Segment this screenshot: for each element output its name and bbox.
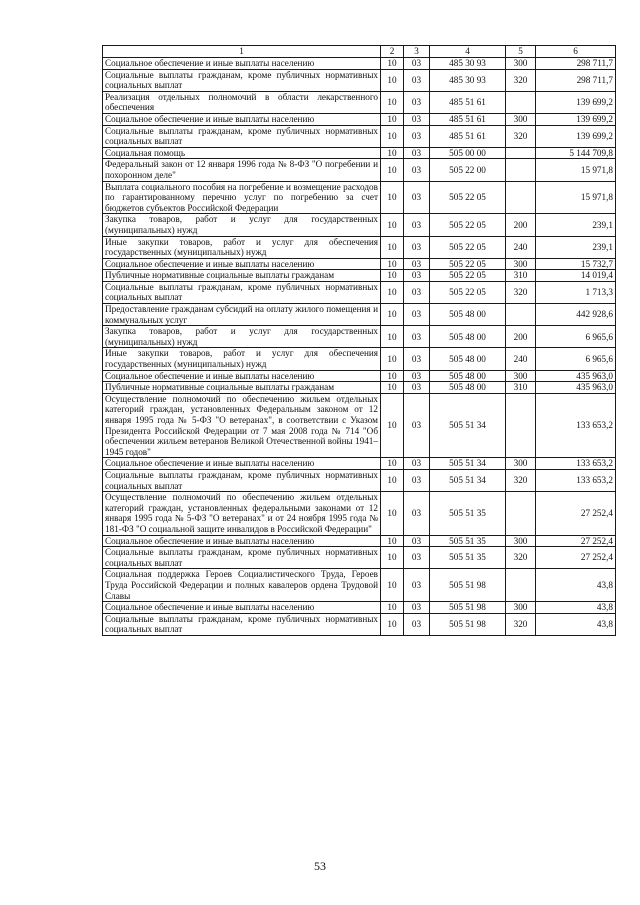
- row-amount: 43,8: [536, 602, 616, 614]
- row-subsection: 03: [404, 348, 430, 370]
- row-expense-type: [506, 492, 536, 535]
- row-target-article: 505 22 00: [430, 159, 506, 181]
- row-subsection: 03: [404, 91, 430, 113]
- row-amount: 15 732,7: [536, 258, 616, 270]
- row-amount: 1 713,3: [536, 281, 616, 303]
- row-name: Иные закупки товаров, работ и услуг для обеспечения государственных (муниципальных) нужд: [103, 348, 381, 370]
- row-amount: 139 699,2: [536, 91, 616, 113]
- row-amount: 133 653,2: [536, 393, 616, 458]
- row-subsection: 03: [404, 393, 430, 458]
- row-subsection: 03: [404, 547, 430, 569]
- row-section: 10: [381, 58, 404, 70]
- row-amount: 27 252,4: [536, 492, 616, 535]
- row-expense-type: [506, 147, 536, 159]
- row-section: 10: [381, 370, 404, 382]
- row-target-article: 505 48 00: [430, 382, 506, 394]
- row-expense-type: 300: [506, 258, 536, 270]
- row-section: 10: [381, 236, 404, 258]
- row-subsection: 03: [404, 602, 430, 614]
- row-expense-type: [506, 91, 536, 113]
- row-section: 10: [381, 602, 404, 614]
- row-target-article: 505 48 00: [430, 304, 506, 326]
- row-target-article: 505 22 05: [430, 236, 506, 258]
- table-row: [103, 181, 616, 214]
- row-name: Осуществление полномочий по обеспечению жильем отдельных категорий граждан, установленных федеральными законами от 12 января 1995 года № 5-ФЗ "О ветеранах" и от 24 ноября 1995 года № 181-ФЗ "О социальной защите инвалидов в Российской Федерации": [103, 492, 381, 535]
- table-row: [103, 113, 616, 125]
- row-subsection: 03: [404, 281, 430, 303]
- row-amount: 298 711,7: [536, 69, 616, 91]
- row-target-article: 485 30 93: [430, 69, 506, 91]
- row-target-article: 505 22 05: [430, 281, 506, 303]
- row-name: Социальное обеспечение и иные выплаты населению: [103, 258, 381, 270]
- table-row: [103, 382, 616, 394]
- table-row: [103, 348, 616, 370]
- row-subsection: 03: [404, 304, 430, 326]
- table-row: [103, 458, 616, 470]
- table-row: [103, 613, 616, 635]
- row-section: 10: [381, 469, 404, 491]
- row-section: 10: [381, 258, 404, 270]
- row-amount: 442 928,6: [536, 304, 616, 326]
- row-name: Социальные выплаты гражданам, кроме публичных нормативных социальных выплат: [103, 69, 381, 91]
- row-target-article: 505 22 05: [430, 214, 506, 236]
- row-name: Социальная помощь: [103, 147, 381, 159]
- table-row: [103, 281, 616, 303]
- row-section: 10: [381, 569, 404, 602]
- row-section: 10: [381, 535, 404, 547]
- row-section: 10: [381, 147, 404, 159]
- row-target-article: 505 51 35: [430, 492, 506, 535]
- row-section: 10: [381, 69, 404, 91]
- row-name: Социальные выплаты гражданам, кроме публичных нормативных социальных выплат: [103, 125, 381, 147]
- row-target-article: 505 48 00: [430, 326, 506, 348]
- row-target-article: 505 22 05: [430, 181, 506, 214]
- row-subsection: 03: [404, 58, 430, 70]
- row-amount: 139 699,2: [536, 113, 616, 125]
- header-col-2: 2: [381, 46, 404, 58]
- row-target-article: 505 00 00: [430, 147, 506, 159]
- row-name: Публичные нормативные социальные выплаты гражданам: [103, 382, 381, 394]
- row-name: Осуществление полномочий по обеспечению жильем отдельных категорий граждан, установленных Федеральным законом от 12 января 1995 года № 5-ФЗ "О ветеранах", в соответствии с Указом Президента Российской Федерации от 7 мая 2008 года № 714 "Об обеспечении жильем ветеранов Великой Отечественной войны 1941–1945 годов": [103, 393, 381, 458]
- row-name: Социальные выплаты гражданам, кроме публичных нормативных социальных выплат: [103, 613, 381, 635]
- row-amount: 239,1: [536, 236, 616, 258]
- row-subsection: 03: [404, 569, 430, 602]
- row-amount: 6 965,6: [536, 348, 616, 370]
- table-body: [103, 46, 616, 636]
- table-row: [103, 535, 616, 547]
- row-expense-type: 300: [506, 113, 536, 125]
- row-name: Предоставление гражданам субсидий на оплату жилого помещения и коммунальных услуг: [103, 304, 381, 326]
- row-target-article: 505 51 35: [430, 547, 506, 569]
- row-name: Социальная поддержка Героев Социалистического Труда, Героев Труда Российской Федерации и полных кавалеров ордена Трудовой Славы: [103, 569, 381, 602]
- row-target-article: 485 51 61: [430, 113, 506, 125]
- row-expense-type: 200: [506, 326, 536, 348]
- row-amount: 298 711,7: [536, 58, 616, 70]
- row-amount: 27 252,4: [536, 547, 616, 569]
- table-row: [103, 159, 616, 181]
- row-expense-type: 300: [506, 602, 536, 614]
- row-target-article: 505 48 00: [430, 370, 506, 382]
- row-subsection: 03: [404, 469, 430, 491]
- table-row: [103, 492, 616, 535]
- row-subsection: 03: [404, 214, 430, 236]
- row-subsection: 03: [404, 69, 430, 91]
- row-expense-type: 320: [506, 125, 536, 147]
- table-row: [103, 125, 616, 147]
- table-row: [103, 569, 616, 602]
- row-subsection: 03: [404, 382, 430, 394]
- row-section: 10: [381, 458, 404, 470]
- header-col-1: 1: [103, 46, 381, 58]
- table-row: [103, 147, 616, 159]
- row-section: 10: [381, 304, 404, 326]
- row-subsection: 03: [404, 147, 430, 159]
- row-amount: 27 252,4: [536, 535, 616, 547]
- row-amount: 14 019,4: [536, 270, 616, 282]
- row-expense-type: 200: [506, 214, 536, 236]
- table-row: [103, 236, 616, 258]
- table-row: [103, 69, 616, 91]
- row-name: Закупка товаров, работ и услуг для государственных (муниципальных) нужд: [103, 326, 381, 348]
- row-section: 10: [381, 492, 404, 535]
- table-row: [103, 326, 616, 348]
- row-subsection: 03: [404, 113, 430, 125]
- row-name: Публичные нормативные социальные выплаты гражданам: [103, 270, 381, 282]
- row-expense-type: 320: [506, 469, 536, 491]
- row-subsection: 03: [404, 326, 430, 348]
- row-expense-type: 320: [506, 613, 536, 635]
- row-subsection: 03: [404, 613, 430, 635]
- row-target-article: 485 30 93: [430, 58, 506, 70]
- row-amount: 5 144 709,8: [536, 147, 616, 159]
- table-row: [103, 393, 616, 458]
- header-col-5: 5: [506, 46, 536, 58]
- row-expense-type: 300: [506, 458, 536, 470]
- row-expense-type: 310: [506, 270, 536, 282]
- row-subsection: 03: [404, 370, 430, 382]
- row-amount: 43,8: [536, 613, 616, 635]
- row-name: Социальное обеспечение и иные выплаты населению: [103, 370, 381, 382]
- row-amount: 139 699,2: [536, 125, 616, 147]
- row-amount: 43,8: [536, 569, 616, 602]
- row-subsection: 03: [404, 236, 430, 258]
- row-amount: 15 971,8: [536, 159, 616, 181]
- header-col-3: 3: [404, 46, 430, 58]
- table-row: [103, 370, 616, 382]
- table-row: [103, 258, 616, 270]
- row-subsection: 03: [404, 535, 430, 547]
- row-name: Социальное обеспечение и иные выплаты населению: [103, 113, 381, 125]
- budget-table: [102, 45, 616, 636]
- row-subsection: 03: [404, 458, 430, 470]
- row-section: 10: [381, 348, 404, 370]
- header-col-4: 4: [430, 46, 506, 58]
- row-target-article: 505 51 35: [430, 535, 506, 547]
- row-section: 10: [381, 91, 404, 113]
- row-subsection: 03: [404, 159, 430, 181]
- row-amount: 435 963,0: [536, 370, 616, 382]
- row-expense-type: 320: [506, 69, 536, 91]
- row-section: 10: [381, 270, 404, 282]
- row-target-article: 505 51 34: [430, 393, 506, 458]
- row-expense-type: 320: [506, 547, 536, 569]
- row-name: Федеральный закон от 12 января 1996 года № 8-ФЗ "О погребении и похоронном деле": [103, 159, 381, 181]
- row-subsection: 03: [404, 270, 430, 282]
- row-target-article: 505 51 98: [430, 569, 506, 602]
- row-section: 10: [381, 547, 404, 569]
- row-expense-type: 300: [506, 370, 536, 382]
- row-amount: 435 963,0: [536, 382, 616, 394]
- row-name: Социальное обеспечение и иные выплаты населению: [103, 58, 381, 70]
- row-target-article: 505 51 98: [430, 613, 506, 635]
- row-section: 10: [381, 214, 404, 236]
- row-name: Иные закупки товаров, работ и услуг для обеспечения государственных (муниципальных) нужд: [103, 236, 381, 258]
- row-expense-type: [506, 393, 536, 458]
- table-row: [103, 91, 616, 113]
- row-name: Социальные выплаты гражданам, кроме публичных нормативных социальных выплат: [103, 547, 381, 569]
- row-subsection: 03: [404, 125, 430, 147]
- row-section: 10: [381, 113, 404, 125]
- table-row: [103, 469, 616, 491]
- row-name: Социальное обеспечение и иные выплаты населению: [103, 535, 381, 547]
- row-name: Выплата социального пособия на погребение и возмещение расходов по гарантированному перечню услуг по погребению за счет бюджетов субъектов Российской Федерации: [103, 181, 381, 214]
- row-name: Закупка товаров, работ и услуг для государственных (муниципальных) нужд: [103, 214, 381, 236]
- row-expense-type: 300: [506, 535, 536, 547]
- row-amount: 133 653,2: [536, 469, 616, 491]
- row-section: 10: [381, 281, 404, 303]
- row-amount: 15 971,8: [536, 181, 616, 214]
- row-target-article: 505 22 05: [430, 270, 506, 282]
- table-row: [103, 602, 616, 614]
- row-amount: 133 653,2: [536, 458, 616, 470]
- row-section: 10: [381, 393, 404, 458]
- row-target-article: 485 51 61: [430, 125, 506, 147]
- row-name: Социальные выплаты гражданам, кроме публичных нормативных социальных выплат: [103, 469, 381, 491]
- page-number: 53: [314, 859, 326, 873]
- row-section: 10: [381, 382, 404, 394]
- row-expense-type: 300: [506, 58, 536, 70]
- row-section: 10: [381, 326, 404, 348]
- row-section: 10: [381, 159, 404, 181]
- row-expense-type: [506, 569, 536, 602]
- table-row: [103, 58, 616, 70]
- row-expense-type: 310: [506, 382, 536, 394]
- row-amount: 239,1: [536, 214, 616, 236]
- table-row: [103, 547, 616, 569]
- row-target-article: 505 51 34: [430, 469, 506, 491]
- row-expense-type: [506, 159, 536, 181]
- row-target-article: 485 51 61: [430, 91, 506, 113]
- row-subsection: 03: [404, 492, 430, 535]
- row-expense-type: 240: [506, 348, 536, 370]
- row-section: 10: [381, 125, 404, 147]
- row-subsection: 03: [404, 181, 430, 214]
- row-target-article: 505 51 98: [430, 602, 506, 614]
- row-name: Социальное обеспечение и иные выплаты населению: [103, 602, 381, 614]
- row-name: Социальное обеспечение и иные выплаты населению: [103, 458, 381, 470]
- table-row: [103, 304, 616, 326]
- row-expense-type: 240: [506, 236, 536, 258]
- row-section: 10: [381, 613, 404, 635]
- row-name: Реализация отдельных полномочий в области лекарственного обеспечения: [103, 91, 381, 113]
- row-subsection: 03: [404, 258, 430, 270]
- row-expense-type: [506, 304, 536, 326]
- table-header-row: [103, 46, 616, 58]
- row-amount: 6 965,6: [536, 326, 616, 348]
- row-section: 10: [381, 181, 404, 214]
- row-expense-type: [506, 181, 536, 214]
- row-expense-type: 320: [506, 281, 536, 303]
- table-row: [103, 214, 616, 236]
- table-row: [103, 270, 616, 282]
- row-target-article: 505 48 00: [430, 348, 506, 370]
- row-target-article: 505 22 05: [430, 258, 506, 270]
- header-col-6: 6: [536, 46, 616, 58]
- row-target-article: 505 51 34: [430, 458, 506, 470]
- row-name: Социальные выплаты гражданам, кроме публичных нормативных социальных выплат: [103, 281, 381, 303]
